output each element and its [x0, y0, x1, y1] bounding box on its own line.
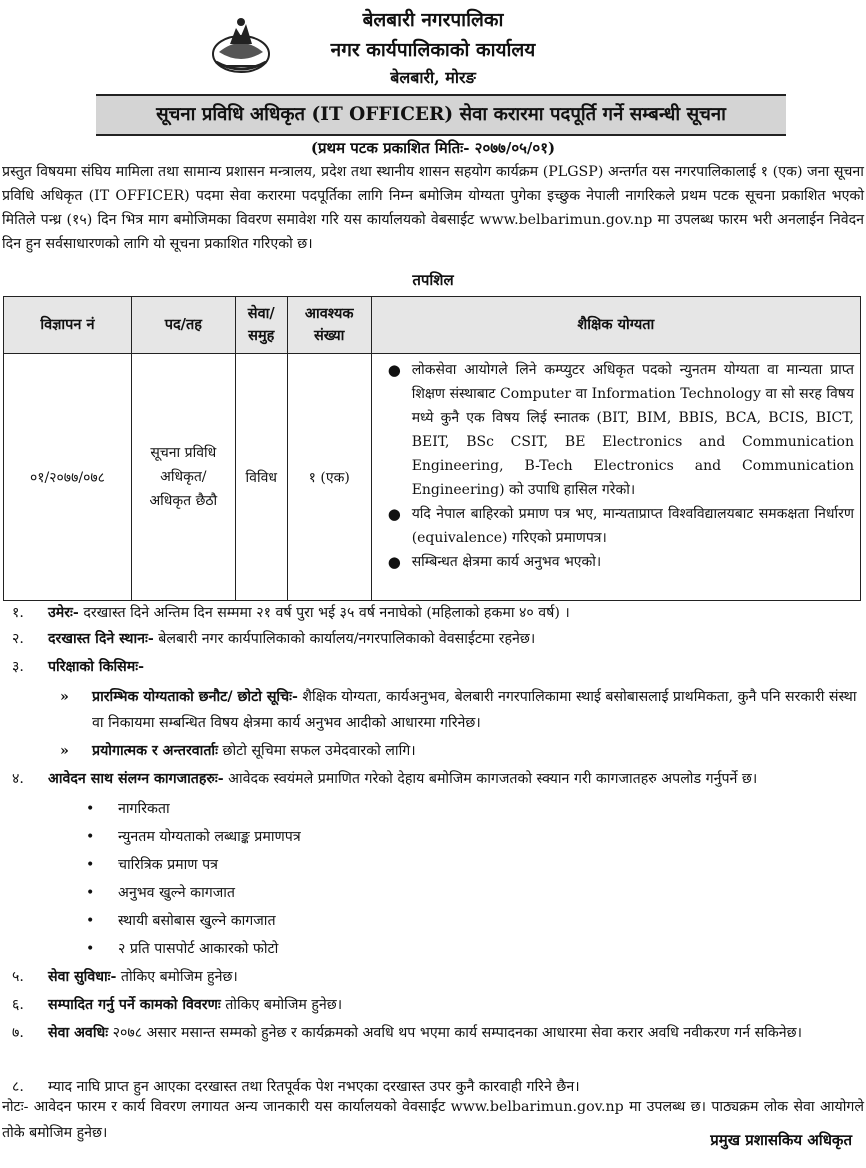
item-text: दरखास्त दिने अन्तिम दिन सम्ममा २१ वर्ष पुरा भई ३५ वर्ष ननाघेको (महिलाको हकमा ४० वर्ष) ।: [78, 605, 570, 621]
publication-date: (प्रथम पटक प्रकाशित मितिः- २०७७/०५/०१): [310, 139, 556, 157]
item-number: ५.: [12, 969, 24, 985]
sub-label: प्रारम्भिक योग्यताको छनौट/ छोटो सूचिः-: [92, 689, 298, 705]
header-required-line2: संख्या: [313, 327, 345, 344]
list-item: [378, 550, 854, 574]
item-body: [48, 964, 858, 990]
bullet-icon: ●: [387, 361, 401, 379]
exam-shortlist: [0, 684, 866, 740]
bullet-icon: •: [86, 829, 95, 845]
item-body: [48, 626, 858, 652]
item-label: सेवा अवधिः: [48, 1025, 109, 1041]
post-line3: अधिकृत छैठौ: [149, 493, 218, 509]
item-number: ६.: [12, 997, 24, 1013]
bullet-icon: •: [86, 885, 95, 901]
document-text: न्युनतम योग्यताको लब्धाङ्क प्रमाणपत्र: [118, 829, 301, 845]
condition-service-period: [0, 1020, 866, 1072]
header-required: [287, 297, 371, 354]
table-row: [4, 354, 861, 601]
item-body: [48, 992, 858, 1018]
sub-label: प्रयोगात्मक र अन्तरवार्ताः: [92, 743, 218, 759]
bullet-icon: •: [86, 941, 95, 957]
cell-required: १ (एक): [287, 354, 371, 601]
document-text: नागरिकता: [118, 801, 170, 817]
header-service-line2: समुह: [248, 327, 275, 344]
item-label: सेवा सुविधाः-: [48, 969, 117, 985]
header-service: [235, 297, 287, 354]
table-caption: तपशिल: [412, 271, 454, 289]
office-name: नगर कार्यपालिकाको कार्यालय: [330, 39, 536, 61]
item-body: [48, 766, 858, 792]
notice-title: सूचना प्रविधि अधिकृत (IT OFFICER) सेवा करारमा पदपूर्ति गर्ने सम्बन्धी सूचना: [96, 94, 786, 136]
item-number: ३.: [12, 659, 24, 675]
item-label: परिक्षाको किसिमः-: [48, 659, 144, 675]
item-text: तोकिए बमोजिम हुनेछ।: [116, 969, 238, 985]
header-post: पद/तह: [131, 297, 235, 354]
list-item: [378, 358, 854, 502]
header-ad-no: विज्ञापन नं: [4, 297, 132, 354]
footer-note: नोटः- आवेदन फारम र कार्य विवरण लगायत अन्य जानकारी यस कार्यालयको वेवसाईट www.belbarimun.gov.np मा उपलब्ध छ। पाठ्यक्रम लोक सेवा आयोगले तोके बमोजिम हुनेछ।: [2, 1099, 864, 1141]
header-qualification: शैक्षिक योग्यता: [371, 297, 860, 354]
qualification-text: लोकसेवा आयोगले लिने कम्प्युटर अधिकृत पदको न्युनतम योग्यता वा मान्यता प्राप्त शिक्षण संस्थाबाट Computer वा Information Technology वा सो सरह विषय मध्ये कुनै एक विषय लिई स्नातक (BIT, BIM, BBIS, BCA, BCIS, BICT, BEIT, BSc CSIT, BE Electronics and Communication Engineering, B-Tech Electronics and Communication Engineering) को उपाधि हासिल गरेको।: [411, 362, 854, 498]
item-text: बेलबारी नगर कार्यपालिकाको कार्यालय/नगरपालिकाको वेवसाईटमा रहनेछ।: [153, 631, 536, 647]
signatory-title: प्रमुख प्रशासकिय अधिकृत: [710, 1131, 852, 1149]
item-body: [48, 600, 858, 626]
item-number: २.: [12, 631, 24, 647]
cell-service: विविध: [235, 354, 287, 601]
cell-post: [131, 354, 235, 601]
sub-text: [92, 738, 858, 764]
item-label: उमेरः-: [48, 605, 79, 621]
municipality-name: बेलबारी नगरपालिका: [362, 9, 504, 31]
bullet-icon: ●: [387, 505, 401, 523]
item-body: [48, 654, 858, 680]
item-label: सम्पादित गर्नु पर्ने कामको विवरणः: [48, 997, 221, 1013]
bullet-icon: •: [86, 801, 95, 817]
sub-content: शैक्षिक योग्यता, कार्यअनुभव, बेलबारी नगरपालिकामा स्थाई बसोबासलाई प्राथमिकता, कुनै पनि सरकारी संस्था वा निकायमा सम्बन्धित विषय क्षेत्रमा कार्य अनुभव आदीको आधारमा गरिनेछ।: [92, 689, 857, 731]
requirements-table: [3, 296, 861, 601]
bullet-icon: ●: [387, 553, 401, 571]
bullet-icon: •: [86, 857, 95, 873]
office-address: बेलबारी, मोरङ: [390, 68, 476, 87]
item-text: आवेदक स्वयंमले प्रमाणित गरेको देहाय बमोजिम कागजतको स्क्यान गरी कागजातहरु अपलोड गर्नुपर्ने छ।: [223, 771, 758, 787]
document-text: २ प्रति पासपोर्ट आकारको फोटो: [118, 941, 279, 957]
chevron-icon: »: [60, 689, 69, 705]
item-number: ७.: [12, 1025, 24, 1041]
item-label: आवेदन साथ संलग्न कागजातहरुः-: [48, 771, 224, 787]
item-text: म्याद नाघि प्राप्त हुन आएका दरखास्त तथा रितपूर्वक पेश नभएका दरखास्त उपर कुनै कारवाही गरिने छैन।: [48, 1079, 580, 1095]
list-item: [378, 502, 854, 550]
item-number: १.: [12, 605, 24, 621]
qualification-list: [378, 358, 854, 574]
table-header-row: [4, 297, 861, 354]
header-service-line1: सेवा/: [247, 305, 275, 322]
post-line2: अधिकृत/: [160, 469, 207, 485]
post-line1: सूचना प्रविधि: [150, 445, 217, 461]
document-text: अनुभव खुल्ने कागजात: [118, 885, 236, 901]
cell-qualification: [371, 354, 860, 601]
cell-ad-no: ०१/२०७७/०७८: [4, 354, 132, 601]
sub-text: [92, 684, 858, 736]
item-label: दरखास्त दिने स्थानः-: [48, 631, 154, 647]
item-text: तोकिए बमोजिम हुनेछ।: [220, 997, 343, 1013]
document-text: स्थायी बसोबास खुल्ने कागजात: [118, 913, 276, 929]
header-required-line1: आवश्यक: [304, 305, 354, 322]
document-text: चारित्रिक प्रमाण पत्र: [118, 857, 218, 873]
item-number: ४.: [12, 771, 24, 787]
chevron-icon: »: [60, 743, 69, 759]
qualification-text: यदि नेपाल बाहिरको प्रमाण पत्र भए, मान्यताप्राप्त विश्वविद्यालयबाट समकक्षता निर्धारण (equivalence) गरिएको प्रमाणपत्र।: [411, 506, 854, 546]
qualification-text: सम्बिन्धत क्षेत्रमा कार्य अनुभव भएको।: [411, 554, 602, 570]
office-header: [0, 4, 866, 88]
sub-content: छोटो सूचिमा सफल उमेदवारको लागि।: [217, 743, 416, 759]
item-number: ८.: [12, 1079, 24, 1095]
item-text: २०७८ असार मसान्त सम्मको हुनेछ र कार्यक्रमको अवधि थप भएमा कार्य सम्पादनका आधारमा सेवा करार अवधि नवीकरण गर्न सकिनेछ।: [108, 1025, 802, 1041]
intro-paragraph: प्रस्तुत विषयमा संघिय मामिला तथा सामान्य प्रशासन मन्त्रालय, प्रदेश तथा स्थानीय शासन सहयोग कार्यक्रम (PLGSP) अन्तर्गत यस नगरपालिकालाई १ (एक) जना सूचना प्रविधि अधिकृत (IT OFFICER) पदमा सेवा करारमा पदपूर्तिका लागि निम्न बमोजिम योग्यता पुगेका इच्छुक नेपाली नागरिकले प्रथम पटक सूचना प्रकाशित भएको मितिले पन्ध्र (१५) दिन भित्र माग बमोजिमका विवरण समावेश गरि यस कार्यालयको वेबसाईट www.belbarimun.gov.np मा उपलब्ध फारम भरी अनलाईन निवेदन दिन हुन सर्वसाधारणको लागि यो सूचना प्रकाशित गरिएको छ।: [2, 164, 864, 252]
item-body: [48, 1020, 858, 1046]
bullet-icon: •: [86, 913, 95, 929]
